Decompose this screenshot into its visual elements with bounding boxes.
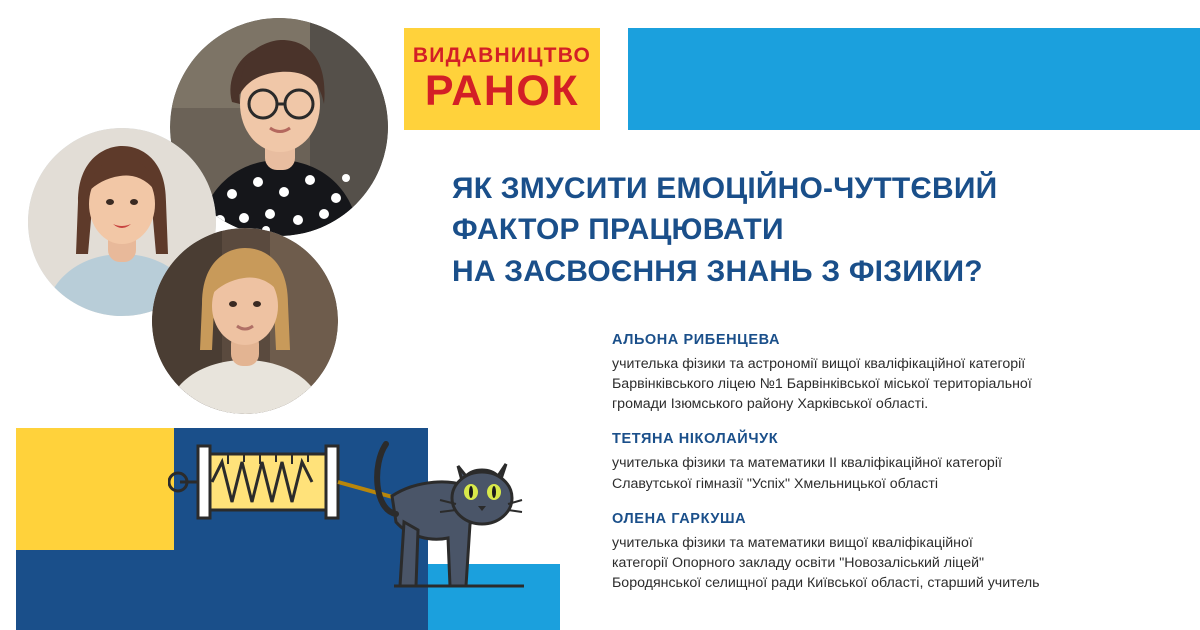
publisher-logo <box>404 28 600 130</box>
speaker-item <box>612 511 1188 593</box>
publisher-logo-line1: ВИДАВНИЦТВО <box>412 44 592 67</box>
page-title-line-2: ФАКТОР ПРАЦЮВАТИ <box>452 213 784 247</box>
avatar-photo-third-speaker <box>152 228 338 414</box>
speaker-description <box>612 453 1188 493</box>
page-title-line-3: НА ЗАСВОЄННЯ ЗНАНЬ З ФІЗИКИ? <box>452 254 983 288</box>
speaker-description-line: категорії Опорного закладу освіти "Новозаліський ліцей" <box>612 554 985 571</box>
speaker-name: ОЛЕНА ГАРКУША <box>612 510 747 527</box>
speaker-description-line: учителька фізики та астрономії вищої кваліфікаційної категорії <box>612 356 1026 372</box>
speaker-description-line: Славутської гімназії "Успіх" Хмельницької області <box>612 475 938 492</box>
speaker-item <box>612 431 1188 493</box>
speaker-item <box>612 332 1188 414</box>
speaker-description-line: громади Ізюмського району Харківської області. <box>612 396 929 413</box>
speaker-description <box>612 354 1188 414</box>
speaker-description-line: Бородянської селищної ради Київської області, старший учитель <box>612 575 1040 592</box>
blue-header-bar <box>628 28 1200 130</box>
speaker-description-line: учителька фізики та математики ІІ кваліфікаційної категорії <box>612 455 1002 472</box>
speakers-list <box>612 332 1188 610</box>
page-title-line-1: ЯК ЗМУСИТИ ЕМОЦІЙНО-ЧУТТЄВИЙ <box>452 172 998 205</box>
speaker-name: ТЕТЯНА НІКОЛАЙЧУК <box>612 431 779 448</box>
decor-block-yellow <box>16 428 174 550</box>
cat-syringe-illustration <box>168 418 524 618</box>
page-title <box>452 168 1172 292</box>
speaker-description-line: учителька фізики та математики вищої кваліфікаційної <box>612 534 973 551</box>
speaker-name: АЛЬОНА РИБЕНЦЕВА <box>612 332 781 348</box>
speaker-description <box>612 533 1188 593</box>
speaker-description-line: Барвінківського ліцею №1 Барвінківської міської територіальної <box>612 376 1032 393</box>
publisher-logo-line2: РАНОК <box>424 67 580 115</box>
